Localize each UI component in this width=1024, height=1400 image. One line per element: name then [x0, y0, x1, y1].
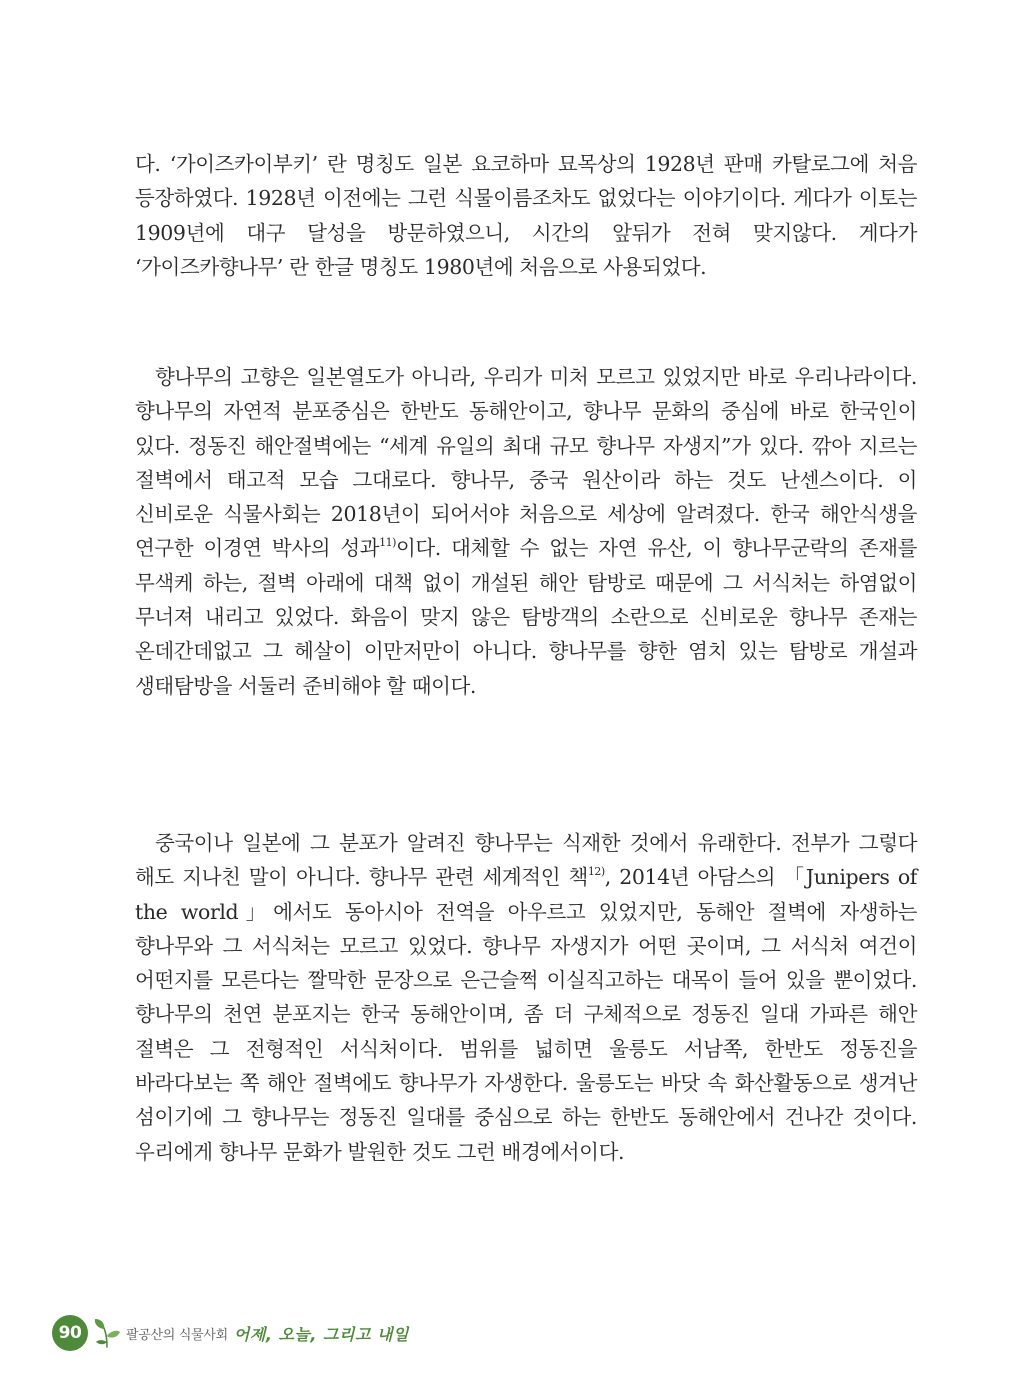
paragraph-1 — [135, 147, 917, 284]
paragraph-1-text: 다. ‘가이즈카이부키’ 란 명칭도 일본 요코하마 묘목상의 1928년 판매 카탈로그에 처음 등장하였다. 1928년 이전에는 그런 식물이름조차도 없었다는 이야기이다. 게다가 이토는 1909년에 대구 달성을 방문하였으니, 시간의 앞뒤가 전혀 맞지않다. 게다가 ‘가이즈카향나무’ 란 한글 명칭도 1980년에 처음으로 사용되었다. — [135, 152, 917, 279]
leaf-sprout-icon — [92, 1317, 122, 1349]
paragraph-3-text-before-ref: 중국이나 일본에 그 분포가 알려진 향나무는 식재한 것에서 유래한다. 전부가 그렇다 해도 지나친 말이 아니다. 향나무 관련 세계적인 책 — [135, 831, 917, 890]
paragraph-3-text — [135, 826, 917, 1169]
paragraph-3-text-after-ref: , 2014년 아담스의 「Junipers of the world」에서도 동아시아 전역을 아우르고 있었지만, 동해안 절벽에 자생하는 향나무와 그 서식처는 모르고 있었다. 향나무 자생지가 어떤 곳이며, 그 서식처 여건이 어떤지를 모른다는 짤막한 문장으로 은근슬쩍 이실직고하는 대목이 들어 있을 뿐이었다. 향나무의 천연 분포지는 한국 동해안이며, 좀 더 구체적으로 정동진 일대 가파른 해안 절벽은 그 전형적인 서식처이다. 범위를 넓히면 울릉도 서남쪽, 한반도 정동진을 바라다보는 쪽 해안 절벽에도 향나무가 자생한다. 울릉도는 바닷 속 화산활동으로 생겨난 섬이기에 그 향나무는 정동진 일대를 중심으로 하는 한반도 동해안에서 건나간 것이다. 우리에게 향나무 문화가 발원한 것도 그런 배경에서이다. — [135, 865, 917, 1164]
paragraph-3 — [135, 826, 917, 1169]
footnote-ref-12: 12) — [587, 865, 605, 879]
page-number: 90 — [52, 1315, 88, 1351]
paragraph-2-text-before-ref: 향나무의 고향은 일본열도가 아니라, 우리가 미처 모르고 있었지만 바로 우리나라이다. 향나무의 자연적 분포중심은 한반도 동해안이고, 향나무 문화의 중심에 바로 한국인이 있다. 정동진 해안절벽에는 “세계 유일의 최대 규모 향나무 자생지”가 있다. 깎아 지르는 절벽에서 태고적 모습 그대로다. 향나무, 중국 원산이라 하는 것도 난센스이다. 이 신비로운 식물사회는 2018년이 되어서야 처음으로 세상에 알려졌다. 한국 해안식생을 연구한 이경연 박사의 성과 — [135, 365, 917, 561]
page-footer — [52, 1313, 409, 1353]
paragraph-2 — [135, 360, 917, 703]
book-title: 팔공산의 식물사회 — [126, 1327, 228, 1343]
book-subtitle: 어제, 오늘, 그리고 내일 — [233, 1324, 409, 1344]
footnote-ref-11: 11) — [379, 536, 396, 550]
paragraph-2-text — [135, 360, 917, 703]
paragraph-2-text-after-ref: 이다. 대체할 수 없는 자연 유산, 이 향나무군락의 존재를 무색케 하는, 절벽 아래에 대책 없이 개설된 해안 탐방로 때문에 그 서식처는 하염없이 무너져 내리고 있었다. 화음이 맞지 않은 탐방객의 소란으로 신비로운 향나무 존재는 온데간데없고 그 헤살이 이만저만이 아니다. 향나무를 향한 염치 있는 탐방로 개설과 생태탐방을 서둘러 준비해야 할 때이다. — [135, 536, 917, 698]
